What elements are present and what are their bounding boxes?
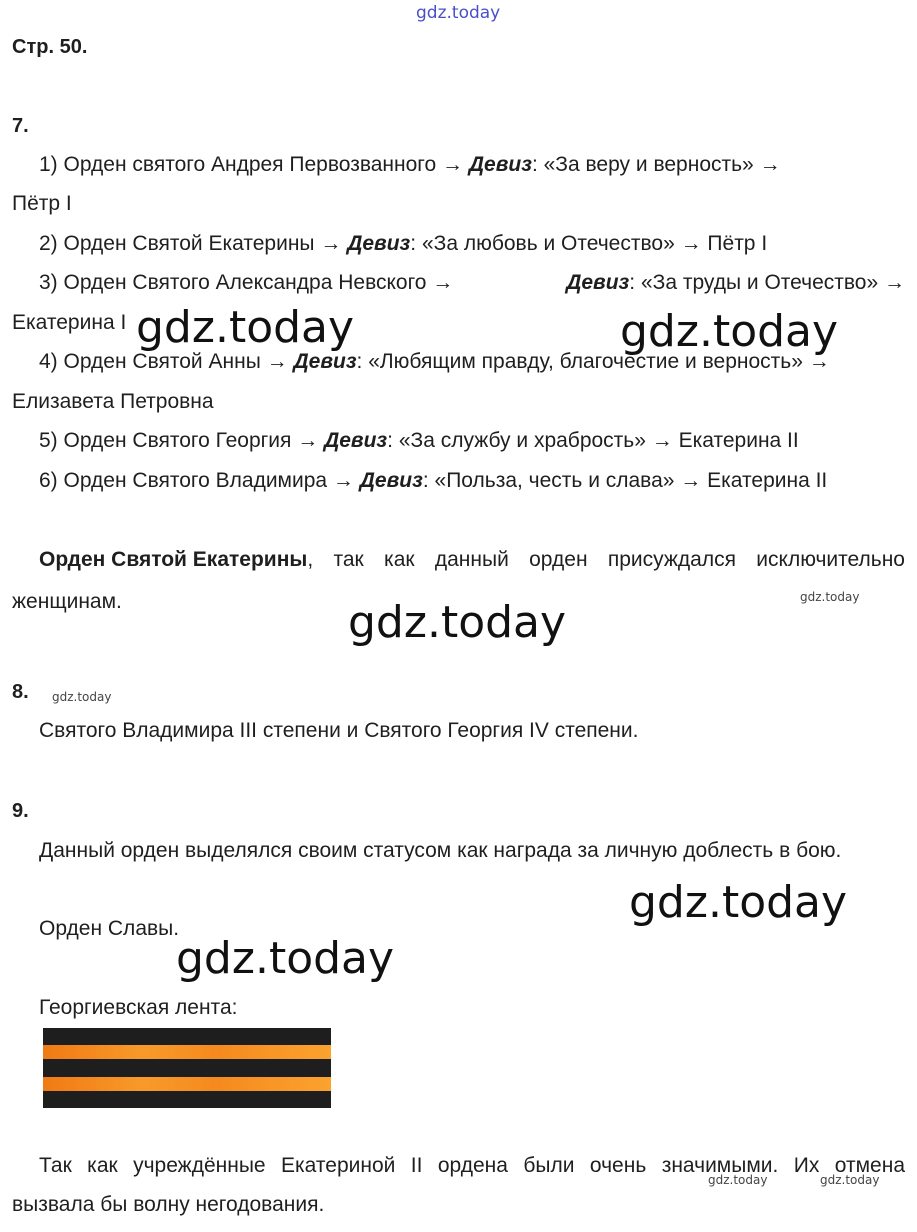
q9-final-line-2: вызвала бы волну негодования. [12, 1193, 325, 1216]
q7-item-2-devise: Девиз [347, 232, 411, 255]
q7-item-3-ruler: Екатерина I [12, 311, 127, 334]
q7-item-6-text: 6) Орден Святого Владимира → [39, 469, 354, 492]
q7-answer-line-1 [39, 547, 905, 573]
question-9-number: 9. [12, 800, 29, 822]
q7-item-1-line [39, 152, 849, 178]
q7-item-2-line [39, 231, 767, 257]
watermark-big-1: gdz.today [136, 302, 355, 353]
q9-text-2: Орден Славы. [39, 917, 180, 940]
q7-item-1-devise: Девиз [468, 153, 532, 176]
watermark-small-3: gdz.today [708, 1173, 768, 1187]
q7-answer-rest: , так как данный орден присуждался исключительно [307, 548, 905, 571]
q9-text-1: Данный орден выделялся своим статусом как награда за личную доблесть в бою. [39, 839, 842, 862]
q7-item-3-line [39, 270, 905, 296]
watermark-small-2: gdz.today [52, 690, 112, 704]
q7-item-3-text: 3) Орден Святого Александра Невского → [39, 271, 454, 294]
q7-answer-line-2: женщинам. [12, 590, 122, 613]
q7-item-1-rest: : «За веру и верность» → [531, 153, 781, 176]
q7-item-6-devise: Девиз [359, 469, 423, 492]
q7-answer-bold: Орден Святой Екатерины [39, 548, 308, 571]
q9-ribbon-label: Георгиевская лента: [39, 996, 238, 1019]
watermark-big-4: gdz.today [629, 877, 848, 928]
q7-item-5-rest: : «За службу и храбрость» → Екатерина II [387, 429, 799, 452]
q7-item-4-ruler: Елизавета Петровна [12, 390, 214, 413]
question-7-number: 7. [12, 115, 29, 137]
q7-item-6-rest: : «Польза, честь и слава» → Екатерина II [422, 469, 828, 492]
ribbon-orange-stripe-2 [43, 1077, 331, 1091]
watermark-top: gdz.today [416, 3, 501, 23]
st-george-ribbon [43, 1028, 331, 1108]
watermark-small-4: gdz.today [820, 1173, 880, 1187]
q7-item-5-line [39, 428, 799, 454]
q7-item-3-devise: Девиз [566, 271, 630, 294]
watermark-small-1: gdz.today [800, 590, 860, 604]
q7-item-1-text: 1) Орден святого Андрея Первозванного → [39, 153, 464, 176]
q7-item-4-devise: Девиз [293, 350, 357, 373]
q8-answer: Святого Владимира III степени и Святого Георгия IV степени. [39, 719, 639, 742]
q9-final-text-1: Так как учреждённые Екатериной II ордена были очень значимыми. Их отмена [39, 1154, 905, 1177]
question-8-number: 8. [12, 681, 29, 703]
watermark-big-3: gdz.today [348, 597, 567, 648]
ribbon-orange-stripe-1 [43, 1045, 331, 1059]
q7-item-4-text: 4) Орден Святой Анны → [39, 350, 288, 373]
q9-final-line-1 [39, 1153, 905, 1179]
q7-item-5-text: 5) Орден Святого Георгия → [39, 429, 319, 452]
q7-item-3-rest: : «За труды и Отечество» → [629, 271, 905, 294]
q7-item-4-rest: : «Любящим правду, благочестие и верность» → [356, 350, 830, 373]
q7-item-6-line [39, 468, 827, 494]
q7-item-2-text: 2) Орден Святой Екатерины → [39, 232, 342, 255]
q7-item-5-devise: Девиз [324, 429, 388, 452]
q7-item-1-ruler: Пётр I [12, 192, 72, 215]
watermark-big-5: gdz.today [176, 933, 395, 984]
page-header: Стр. 50. [12, 36, 88, 58]
q7-item-2-rest: : «За любовь и Отечество» → Пётр I [410, 232, 768, 255]
watermark-big-2: gdz.today [620, 306, 839, 357]
